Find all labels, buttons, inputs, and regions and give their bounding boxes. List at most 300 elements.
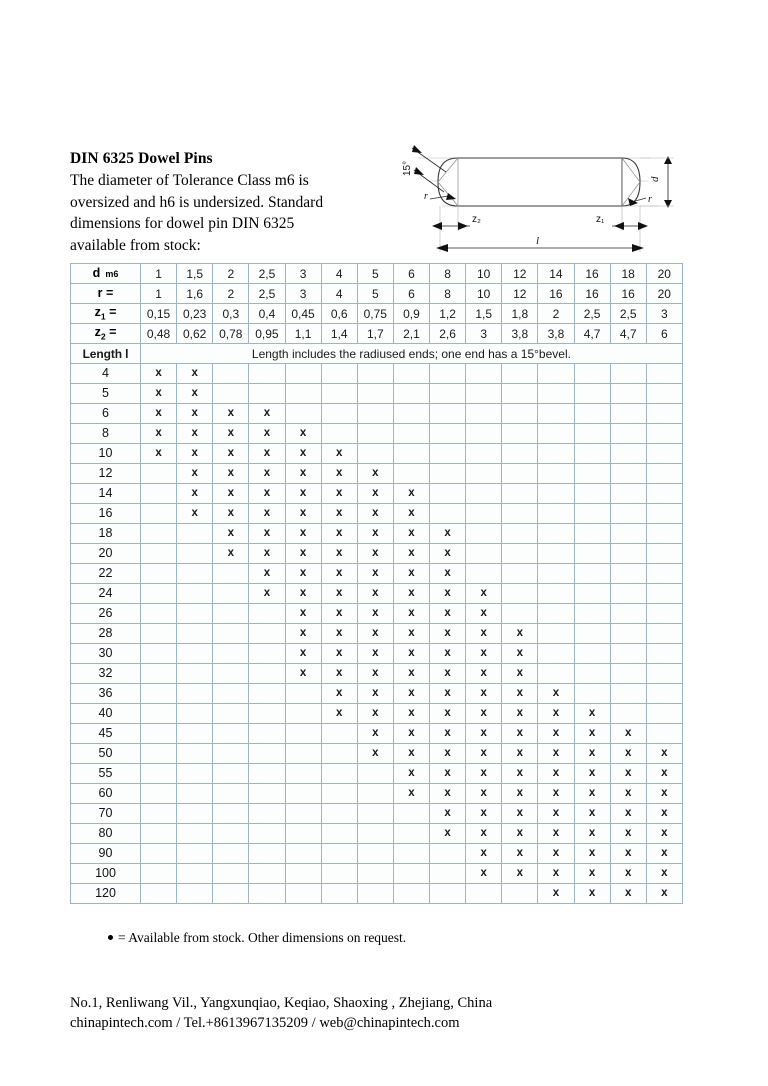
availability-cell: x xyxy=(249,584,285,604)
length-value: 45 xyxy=(71,724,141,744)
availability-cell xyxy=(357,384,393,404)
availability-cell: x xyxy=(430,744,466,764)
availability-cell xyxy=(646,384,682,404)
availability-cell xyxy=(177,664,213,684)
diameter-value: 1 xyxy=(141,264,177,284)
availability-cell: x xyxy=(357,704,393,724)
availability-cell xyxy=(321,384,357,404)
diameter-label: d xyxy=(649,176,661,182)
availability-cell: x xyxy=(285,604,321,624)
availability-cell xyxy=(646,684,682,704)
r-value: 16 xyxy=(538,284,574,304)
availability-cell: x xyxy=(285,664,321,684)
availability-cell xyxy=(502,524,538,544)
availability-cell: x xyxy=(610,884,646,904)
availability-cell: x xyxy=(430,524,466,544)
table-row xyxy=(71,364,683,384)
availability-cell xyxy=(249,844,285,864)
availability-cell: x xyxy=(538,864,574,884)
availability-cell xyxy=(249,804,285,824)
availability-cell: x xyxy=(430,544,466,564)
availability-cell xyxy=(285,684,321,704)
availability-cell xyxy=(213,824,249,844)
availability-cell xyxy=(177,824,213,844)
stock-availability-note xyxy=(108,930,406,946)
availability-cell: x xyxy=(285,644,321,664)
availability-cell: x xyxy=(249,404,285,424)
availability-cell xyxy=(213,764,249,784)
availability-cell xyxy=(502,384,538,404)
availability-cell xyxy=(646,484,682,504)
diameter-value: 12 xyxy=(502,264,538,284)
availability-cell xyxy=(321,864,357,884)
availability-cell xyxy=(357,784,393,804)
availability-cell xyxy=(249,884,285,904)
availability-cell: x xyxy=(502,804,538,824)
length-value: 26 xyxy=(71,604,141,624)
dowel-pin-specification-table xyxy=(70,263,683,904)
diameter-value: 14 xyxy=(538,264,574,284)
availability-cell xyxy=(141,844,177,864)
availability-cell: x xyxy=(430,684,466,704)
availability-cell xyxy=(285,744,321,764)
availability-cell xyxy=(141,544,177,564)
availability-cell: x xyxy=(538,804,574,824)
availability-cell xyxy=(285,404,321,424)
availability-cell: x xyxy=(430,804,466,824)
availability-cell xyxy=(538,384,574,404)
availability-cell xyxy=(502,584,538,604)
availability-cell xyxy=(285,824,321,844)
availability-cell: x xyxy=(430,764,466,784)
diameter-value: 2 xyxy=(213,264,249,284)
availability-cell xyxy=(357,424,393,444)
availability-cell xyxy=(141,504,177,524)
availability-cell xyxy=(466,384,502,404)
availability-cell: x xyxy=(213,504,249,524)
availability-cell xyxy=(430,444,466,464)
availability-cell: x xyxy=(141,384,177,404)
availability-cell: x xyxy=(213,484,249,504)
availability-cell: x xyxy=(502,664,538,684)
availability-cell: x xyxy=(357,504,393,524)
length-note: Length includes the radiused ends; one end has a 15°bevel. xyxy=(141,344,683,364)
availability-cell: x xyxy=(321,704,357,724)
availability-cell: x xyxy=(466,824,502,844)
availability-cell xyxy=(574,684,610,704)
availability-cell: x xyxy=(321,444,357,464)
z1-value: 2,5 xyxy=(574,304,610,324)
availability-cell: x xyxy=(285,524,321,544)
availability-cell xyxy=(249,664,285,684)
availability-cell: x xyxy=(393,604,429,624)
z1-value: 1,5 xyxy=(466,304,502,324)
availability-cell xyxy=(610,404,646,424)
availability-cell xyxy=(213,664,249,684)
availability-cell: x xyxy=(430,564,466,584)
availability-cell: x xyxy=(357,564,393,584)
availability-cell: x xyxy=(213,544,249,564)
row-label-z2: $z_2$ = xyxy=(71,324,141,344)
availability-cell: x xyxy=(646,844,682,864)
availability-cell: x xyxy=(502,624,538,644)
availability-cell: x xyxy=(646,884,682,904)
length-value: 90 xyxy=(71,844,141,864)
availability-cell: x xyxy=(466,724,502,744)
availability-cell: x xyxy=(393,664,429,684)
availability-cell: x xyxy=(177,424,213,444)
availability-cell xyxy=(357,844,393,864)
availability-cell: x xyxy=(321,584,357,604)
availability-cell: x xyxy=(574,804,610,824)
availability-cell xyxy=(646,724,682,744)
availability-cell: x xyxy=(538,764,574,784)
availability-cell xyxy=(213,684,249,704)
availability-cell xyxy=(177,864,213,884)
availability-cell xyxy=(574,404,610,424)
availability-cell: x xyxy=(430,604,466,624)
z2-value: 0,48 xyxy=(141,324,177,344)
length-value: 70 xyxy=(71,804,141,824)
availability-cell xyxy=(213,804,249,824)
r-value: 6 xyxy=(393,284,429,304)
diameter-value: 18 xyxy=(610,264,646,284)
document-description xyxy=(70,170,400,256)
table-row xyxy=(71,584,683,604)
availability-cell xyxy=(646,504,682,524)
availability-cell: x xyxy=(466,684,502,704)
availability-cell xyxy=(574,584,610,604)
availability-cell xyxy=(141,704,177,724)
dowel-pin-technical-drawing xyxy=(400,136,690,258)
availability-cell xyxy=(357,364,393,384)
availability-cell xyxy=(430,844,466,864)
footer-contact: chinapintech.com / Tel.+8613967135209 / web@chinapintech.com xyxy=(70,1015,460,1031)
availability-cell xyxy=(141,884,177,904)
availability-cell: x xyxy=(321,564,357,584)
availability-cell xyxy=(574,424,610,444)
availability-cell xyxy=(574,484,610,504)
availability-cell: x xyxy=(177,464,213,484)
availability-cell xyxy=(574,544,610,564)
availability-cell xyxy=(538,664,574,684)
availability-cell: x xyxy=(357,684,393,704)
availability-cell xyxy=(213,584,249,604)
z1-label: z₁ xyxy=(596,214,605,225)
availability-cell xyxy=(393,804,429,824)
page-title: DIN 6325 Dowel Pins xyxy=(70,150,213,167)
z2-label: z₂ xyxy=(472,214,481,225)
description-line: dimensions for dowel pin DIN 6325 xyxy=(70,215,295,232)
dimension-arrow-icon xyxy=(614,222,624,230)
availability-cell xyxy=(393,844,429,864)
availability-cell: x xyxy=(610,844,646,864)
availability-cell xyxy=(610,524,646,544)
availability-cell: x xyxy=(610,764,646,784)
availability-cell xyxy=(574,644,610,664)
availability-cell xyxy=(646,624,682,644)
row-label-z1: $z_1$ = xyxy=(71,304,141,324)
footer-contact-block xyxy=(70,993,492,1033)
availability-cell: x xyxy=(393,644,429,664)
availability-cell xyxy=(430,484,466,504)
availability-cell xyxy=(574,464,610,484)
availability-cell: x xyxy=(574,864,610,884)
availability-cell xyxy=(213,704,249,724)
availability-cell xyxy=(466,424,502,444)
availability-cell xyxy=(177,884,213,904)
table-row xyxy=(71,404,683,424)
availability-cell: x xyxy=(357,584,393,604)
table-row xyxy=(71,544,683,564)
availability-cell xyxy=(502,544,538,564)
availability-cell xyxy=(249,624,285,644)
availability-cell xyxy=(249,764,285,784)
availability-cell: x xyxy=(646,764,682,784)
table-row xyxy=(71,884,683,904)
availability-cell xyxy=(249,864,285,884)
availability-cell: x xyxy=(466,784,502,804)
length-value: 22 xyxy=(71,564,141,584)
diameter-value: 10 xyxy=(466,264,502,284)
availability-cell xyxy=(538,444,574,464)
availability-cell: x xyxy=(574,724,610,744)
availability-cell xyxy=(502,884,538,904)
availability-cell xyxy=(502,364,538,384)
availability-cell xyxy=(466,444,502,464)
availability-cell: x xyxy=(393,744,429,764)
z1-value: 0,6 xyxy=(321,304,357,324)
length-value: 30 xyxy=(71,644,141,664)
dimension-arrow-icon xyxy=(632,244,644,252)
availability-cell: x xyxy=(393,784,429,804)
availability-cell: x xyxy=(574,744,610,764)
availability-cell: x xyxy=(538,684,574,704)
availability-cell xyxy=(213,864,249,884)
availability-cell xyxy=(321,364,357,384)
availability-cell xyxy=(249,704,285,724)
availability-cell: x xyxy=(466,624,502,644)
availability-cell xyxy=(538,504,574,524)
availability-cell: x xyxy=(177,444,213,464)
length-value: 14 xyxy=(71,484,141,504)
table-row xyxy=(71,524,683,544)
availability-cell xyxy=(646,404,682,424)
availability-cell: x xyxy=(321,664,357,684)
length-value: 40 xyxy=(71,704,141,724)
availability-cell: x xyxy=(249,464,285,484)
r-value: 10 xyxy=(466,284,502,304)
availability-cell: x xyxy=(466,764,502,784)
availability-cell xyxy=(213,724,249,744)
availability-cell: x xyxy=(177,504,213,524)
z1-value: 0,45 xyxy=(285,304,321,324)
availability-cell xyxy=(141,664,177,684)
footer-address: No.1, Renliwang Vil., Yangxunqiao, Keqiao, Shaoxing , Zhejiang, China xyxy=(70,995,493,1011)
availability-cell xyxy=(213,624,249,644)
radius-label-right: r xyxy=(648,194,652,205)
availability-cell xyxy=(213,604,249,624)
availability-cell xyxy=(430,504,466,524)
availability-cell: x xyxy=(357,484,393,504)
availability-cell xyxy=(285,724,321,744)
z1-value: 2 xyxy=(538,304,574,324)
availability-cell xyxy=(177,524,213,544)
availability-cell xyxy=(321,744,357,764)
table-row xyxy=(71,424,683,444)
availability-cell xyxy=(213,384,249,404)
r-value: 16 xyxy=(610,284,646,304)
availability-cell: x xyxy=(393,504,429,524)
availability-cell xyxy=(141,624,177,644)
table-row xyxy=(71,324,683,344)
availability-cell: x xyxy=(285,584,321,604)
row-label-r: r = xyxy=(71,284,141,304)
availability-cell xyxy=(393,884,429,904)
availability-cell: x xyxy=(177,384,213,404)
availability-cell: x xyxy=(285,424,321,444)
availability-cell xyxy=(646,644,682,664)
availability-cell xyxy=(141,484,177,504)
z1-value: 0,9 xyxy=(393,304,429,324)
availability-cell xyxy=(610,604,646,624)
availability-cell xyxy=(574,384,610,404)
table-row xyxy=(71,624,683,644)
availability-cell xyxy=(393,864,429,884)
availability-cell xyxy=(610,504,646,524)
availability-cell xyxy=(321,824,357,844)
z2-value: 4,7 xyxy=(574,324,610,344)
availability-cell xyxy=(141,804,177,824)
availability-cell xyxy=(249,724,285,744)
availability-cell xyxy=(141,644,177,664)
availability-cell xyxy=(610,584,646,604)
availability-cell xyxy=(502,564,538,584)
availability-cell: x xyxy=(610,784,646,804)
availability-cell xyxy=(646,564,682,584)
availability-cell xyxy=(357,824,393,844)
availability-cell xyxy=(430,464,466,484)
availability-cell: x xyxy=(610,864,646,884)
availability-cell xyxy=(393,444,429,464)
availability-cell xyxy=(285,844,321,864)
availability-cell xyxy=(285,364,321,384)
availability-cell xyxy=(141,584,177,604)
table-row xyxy=(71,664,683,684)
length-value: 18 xyxy=(71,524,141,544)
availability-cell xyxy=(466,884,502,904)
table-row xyxy=(71,604,683,624)
length-value: 20 xyxy=(71,544,141,564)
availability-cell xyxy=(213,844,249,864)
length-value: 100 xyxy=(71,864,141,884)
availability-cell: x xyxy=(393,684,429,704)
availability-cell xyxy=(574,524,610,544)
availability-cell xyxy=(177,804,213,824)
description-line: The diameter of Tolerance Class m6 is xyxy=(70,172,309,189)
z2-value: 1,7 xyxy=(357,324,393,344)
length-value: 4 xyxy=(71,364,141,384)
availability-cell: x xyxy=(357,744,393,764)
availability-cell xyxy=(177,544,213,564)
availability-cell xyxy=(285,784,321,804)
availability-cell: x xyxy=(357,724,393,744)
availability-cell: x xyxy=(141,424,177,444)
availability-cell: x xyxy=(646,804,682,824)
dimension-arrow-icon xyxy=(436,244,448,252)
availability-cell xyxy=(610,424,646,444)
availability-cell xyxy=(430,384,466,404)
table-row xyxy=(71,284,683,304)
availability-cell xyxy=(177,624,213,644)
availability-cell: x xyxy=(574,884,610,904)
availability-cell xyxy=(213,744,249,764)
length-label: l xyxy=(536,235,540,247)
availability-cell xyxy=(430,424,466,444)
table-row xyxy=(71,464,683,484)
availability-cell: x xyxy=(321,624,357,644)
availability-cell xyxy=(249,824,285,844)
row-label-length: Length l xyxy=(71,344,141,364)
availability-cell xyxy=(538,604,574,624)
table-row xyxy=(71,684,683,704)
table-row xyxy=(71,864,683,884)
availability-cell xyxy=(141,684,177,704)
r-value: 16 xyxy=(574,284,610,304)
availability-cell xyxy=(177,764,213,784)
availability-cell xyxy=(141,464,177,484)
radius-label-left: r xyxy=(424,191,428,202)
availability-cell: x xyxy=(502,864,538,884)
availability-cell xyxy=(249,604,285,624)
availability-cell xyxy=(646,424,682,444)
length-value: 60 xyxy=(71,784,141,804)
availability-cell xyxy=(466,484,502,504)
availability-cell xyxy=(141,564,177,584)
angle-arrow-icon xyxy=(414,167,424,175)
z2-value: 3,8 xyxy=(502,324,538,344)
availability-cell: x xyxy=(574,844,610,864)
availability-cell xyxy=(177,644,213,664)
availability-cell: x xyxy=(249,444,285,464)
availability-cell xyxy=(321,884,357,904)
availability-cell: x xyxy=(430,584,466,604)
bullet-dot-icon xyxy=(108,935,113,940)
availability-cell: x xyxy=(285,564,321,584)
dimension-arrow-icon xyxy=(458,222,468,230)
availability-cell: x xyxy=(502,764,538,784)
availability-cell xyxy=(610,384,646,404)
z1-value: 0,15 xyxy=(141,304,177,324)
availability-cell xyxy=(538,484,574,504)
availability-cell: x xyxy=(393,584,429,604)
r-value: 3 xyxy=(285,284,321,304)
availability-cell: x xyxy=(357,664,393,684)
z2-value: 2,6 xyxy=(430,324,466,344)
availability-cell xyxy=(177,724,213,744)
availability-cell xyxy=(466,504,502,524)
availability-cell xyxy=(321,724,357,744)
length-value: 36 xyxy=(71,684,141,704)
availability-cell: x xyxy=(466,604,502,624)
availability-cell: x xyxy=(357,604,393,624)
table-row xyxy=(71,484,683,504)
availability-cell xyxy=(502,604,538,624)
availability-cell xyxy=(430,864,466,884)
availability-cell: x xyxy=(177,404,213,424)
availability-cell xyxy=(357,764,393,784)
availability-cell xyxy=(321,404,357,424)
